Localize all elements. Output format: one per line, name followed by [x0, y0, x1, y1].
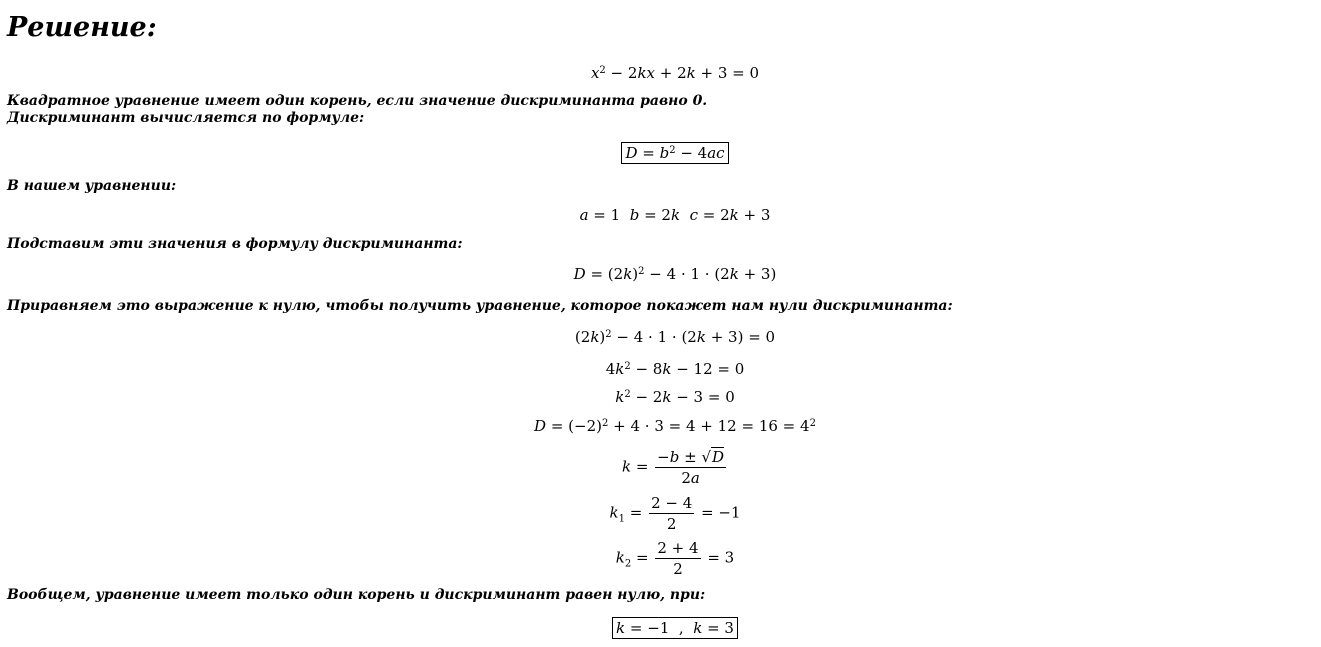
- discriminant-formula: $D = b^2 - 4ac$: [0, 142, 1321, 164]
- text-set-to-zero: Приравняем это выражение к нулю, чтобы получить уравнение, которое покажет нам нули дискриминанта:: [7, 298, 953, 314]
- equation-step-1: $(2k)^2 - 4 \cdot 1 \cdot (2k + 3) = 0$: [574, 328, 776, 346]
- root-two: $k_2$ = $\frac{2 + 4}{2}$ = 3: [615, 539, 735, 578]
- text-our-equation: В нашем уравнении:: [7, 178, 177, 194]
- root-one: $k_1$ = $\frac{2 - 4}{2}$ = −1: [609, 494, 741, 533]
- text-conclusion: Вообщем, уравнение имеет только один корень и дискриминант равен нулю, при:: [7, 587, 706, 603]
- equation-step-3: $k^2 - 2k - 3 = 0$: [615, 388, 735, 406]
- main-equation: $x^2 - 2kx + 2k + 3 = 0$: [590, 64, 760, 82]
- roots-formula: k = $\frac{-b \pm √D}{2a}$: [621, 448, 725, 487]
- coefficients: a = 1 b = 2k c = 2k + 3: [579, 206, 771, 224]
- substituted-discriminant: $D = (2k)^2 - 4 \cdot 1 \cdot (2k + 3)$: [573, 265, 777, 283]
- page-title: Решение:: [7, 12, 157, 43]
- text-one-root-condition: Квадратное уравнение имеет один корень, если значение дискриминанта равно 0.: [7, 93, 708, 109]
- final-answer: k = −1 , k = 3: [0, 617, 1321, 639]
- equation-step-2: $4k^2 - 8k - 12 = 0$: [605, 360, 745, 378]
- text-discriminant-formula-intro: Дискриминант вычисляется по формуле:: [7, 110, 365, 126]
- equation-step-4: $D = (-2)^2 + 4 \cdot 3 = 4 + 12 = 16 = 4^2$: [534, 417, 816, 435]
- text-substitute: Подставим эти значения в формулу дискриминанта:: [7, 236, 463, 252]
